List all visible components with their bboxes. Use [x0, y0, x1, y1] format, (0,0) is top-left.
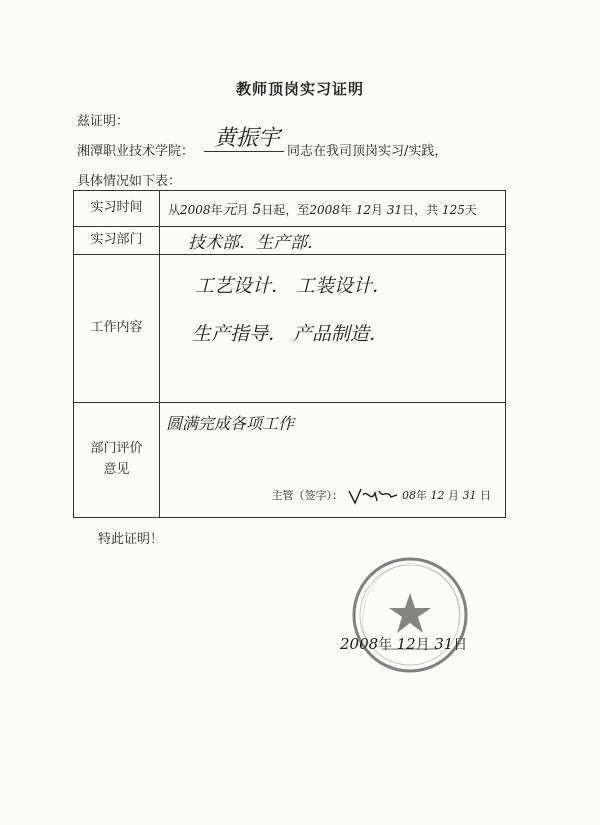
issue-date-year: 2008 [340, 635, 379, 653]
dept-value: 技术部．生产部． [188, 233, 324, 253]
closing-text: 特此证明！ [98, 532, 164, 547]
supervisor-date-year: 08 [402, 489, 416, 502]
table-row-dept [74, 227, 506, 255]
internship-table [73, 190, 506, 518]
start-year: 2008 [180, 202, 211, 217]
days-unit: 天 [464, 202, 477, 217]
supervisor-day-char: 日 [480, 489, 491, 502]
total-days: 125 [442, 202, 465, 217]
work-label: 工作内容 [74, 255, 160, 403]
supervisor-year-char: 年 [416, 489, 427, 502]
supervisor-date-day: 31 [462, 489, 477, 502]
month-char-1: 月 [236, 202, 249, 217]
issue-date-month-char: 月 [415, 637, 430, 653]
issue-date-day-char: 日 [453, 637, 468, 653]
day-end-char: 日，共 [402, 202, 439, 217]
supervisor-month-char: 月 [448, 489, 459, 502]
supervisor-signature-line [272, 485, 492, 507]
end-month: 12 [355, 202, 372, 217]
eval-label [74, 403, 160, 518]
teacher-name-handwritten: 黄振宇 [214, 126, 281, 151]
statement: 同志在我司顶岗实习/实践， [287, 144, 448, 159]
dept-value-cell [160, 227, 506, 255]
page-title: 教师顶岗实习证明 [235, 80, 364, 98]
issue-date-month: 12 [396, 635, 416, 653]
eval-value-cell [160, 403, 506, 518]
issue-date-year-char: 年 [378, 637, 393, 653]
dept-label: 实习部门 [74, 227, 160, 255]
issue-date-day: 31 [434, 635, 454, 653]
day-start-char: 日起，至 [261, 202, 310, 217]
table-row-time [74, 191, 506, 227]
time-prefix: 从 [168, 202, 181, 217]
time-label: 实习时间 [74, 191, 160, 227]
month-char-2: 月 [371, 202, 384, 217]
eval-label-line-2: 意见 [103, 462, 130, 477]
work-value-cell [160, 255, 506, 403]
end-day: 31 [386, 202, 403, 217]
work-line-2: 生产指导． 产品制造． [192, 323, 389, 345]
company-seal [350, 555, 470, 675]
start-month: 元 [222, 201, 237, 218]
issue-date [340, 634, 467, 654]
table-row-eval [74, 403, 506, 518]
supervisor-date-month: 12 [430, 489, 445, 502]
school-name: 湘潭职业技术学院： [77, 144, 195, 159]
eval-value: 圆满完成各项工作 [166, 414, 295, 433]
eval-label-line-1: 部门评价 [90, 441, 143, 457]
details-intro: 具体情况如下表： [77, 174, 182, 189]
greeting: 兹证明： [77, 114, 130, 129]
supervisor-signature [347, 485, 399, 507]
supervisor-label: 主管（签字）： [271, 489, 343, 502]
year-char-1: 年 [210, 202, 223, 217]
start-day: 5 [252, 201, 262, 218]
year-char-2: 年 [339, 202, 352, 217]
name-underline [204, 151, 284, 152]
table-row-work [74, 255, 506, 403]
work-line-1: 工艺设计． 工装设计． [195, 275, 392, 297]
time-value [160, 191, 506, 227]
end-year: 2008 [309, 202, 340, 217]
